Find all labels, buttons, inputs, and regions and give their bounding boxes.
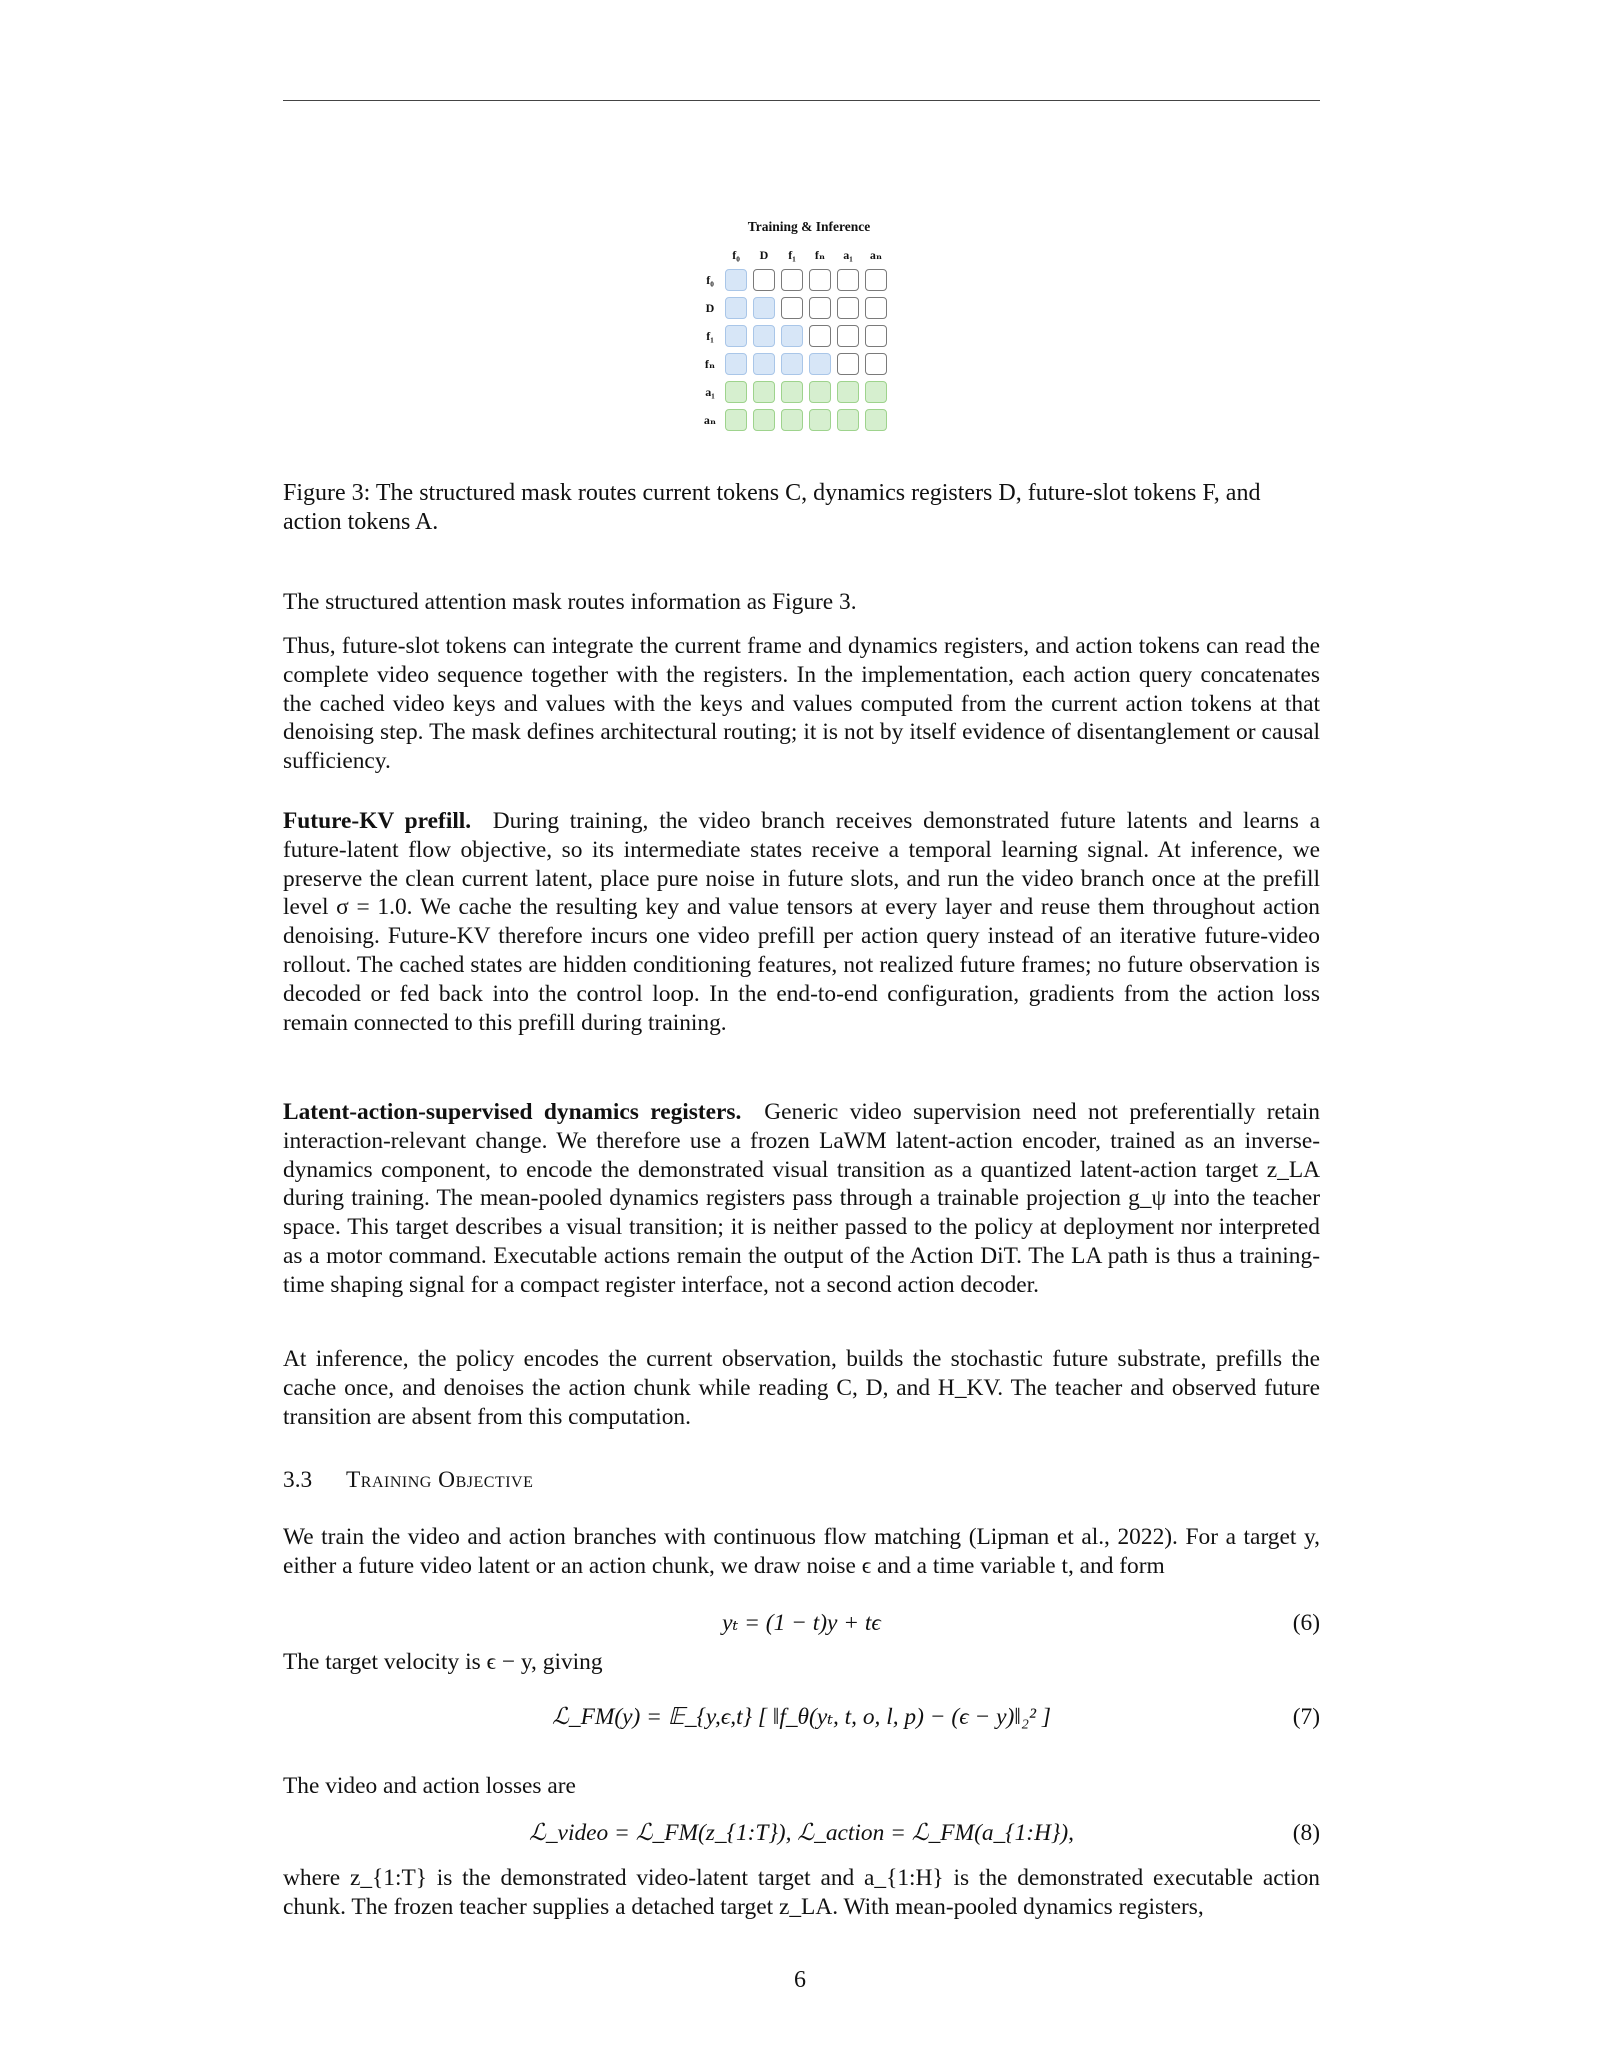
- mask-cell: [837, 381, 859, 403]
- mask-cell: [809, 353, 831, 375]
- mask-cell: [865, 353, 887, 375]
- mask-cell: [809, 325, 831, 347]
- mask-cell: [865, 381, 887, 403]
- equation-7-body: ℒ_FM(y) = 𝔼_{y,ϵ,t} [ ‖f_θ(yₜ, t, o, l, p) − (ϵ − y)‖₂² ]: [552, 1704, 1051, 1730]
- section-number: 3.3: [283, 1467, 313, 1493]
- mask-cell: [837, 409, 859, 431]
- paragraph-target-velocity: The target velocity is ϵ − y, giving: [283, 1649, 603, 1675]
- paragraph-title-future-kv: Future-KV prefill.: [283, 808, 472, 834]
- paragraph-future-kv: [283, 807, 1320, 1037]
- mask-cell: [753, 325, 775, 347]
- mask-cell: [725, 409, 747, 431]
- mask-cell: [753, 269, 775, 291]
- mask-cell: [781, 353, 803, 375]
- mask-cell: [725, 269, 747, 291]
- mask-row-label: fₙ: [704, 357, 716, 371]
- mask-row-label: f₁: [706, 329, 714, 343]
- equation-8-body: ℒ_video = ℒ_FM(z_{1:T}), ℒ_action = ℒ_FM(a_{1:H}),: [529, 1820, 1074, 1846]
- mask-row-label: aₙ: [703, 413, 717, 427]
- mask-cell: [809, 269, 831, 291]
- mask-cell: [865, 409, 887, 431]
- mask-cell: [725, 297, 747, 319]
- mask-cell: [781, 325, 803, 347]
- mask-cell: [809, 381, 831, 403]
- equation-8-number: (8): [1292, 1820, 1320, 1846]
- paragraph-inference: At inference, the policy encodes the current observation, builds the stochastic future substrate, prefills the cache once, and denoises the action chunk while reading C, D, and H_KV. The teacher and observed future transition are absent from this computation.: [283, 1346, 1320, 1430]
- mask-cell: [725, 381, 747, 403]
- equation-6-body: yₜ = (1 − t)y + tϵ: [722, 1610, 881, 1636]
- mask-cell: [865, 325, 887, 347]
- mask-column-label: f₁: [788, 248, 796, 262]
- mask-cell: [837, 353, 859, 375]
- paragraph-dynamics-registers: [283, 1098, 1320, 1300]
- mask-row-label: D: [705, 301, 715, 315]
- paragraph-losses: The video and action losses are: [283, 1773, 576, 1799]
- mask-cell: [809, 409, 831, 431]
- mask-cell: [781, 269, 803, 291]
- mask-cell: [837, 297, 859, 319]
- mask-column-label: D: [759, 248, 769, 262]
- figure-caption: Figure 3: The structured mask routes current tokens C, dynamics registers D, future-slot tokens F, and action tokens A.: [283, 480, 1261, 535]
- section-title: Training Objective: [346, 1467, 534, 1493]
- mask-cell: [809, 297, 831, 319]
- attention-mask-figure: [700, 215, 900, 455]
- mask-cell: [725, 353, 747, 375]
- mask-cell: [781, 381, 803, 403]
- mask-cell: [865, 269, 887, 291]
- mask-cell: [865, 297, 887, 319]
- mask-row-label: f₀: [706, 273, 714, 287]
- mask-cell: [781, 409, 803, 431]
- paragraph-body-dynamics-registers: Generic video supervision need not preferentially retain interaction-relevant change. We therefore use a frozen LaWM latent-action encoder, trained as an inverse-dynamics component, to encode the demonstrated visual transition as a quantized latent-action target z_LA during training. The mean-pooled dynamics registers pass through a trainable projection g_ψ into the teacher space. This target describes a visual transition; it is neither passed to the policy at deployment nor interpreted as a motor command. Executable actions remain the output of the Action DiT. The LA path is thus a training-time shaping signal for a compact register interface, not a second action decoder.: [283, 1099, 1320, 1298]
- equation-7-number: (7): [1292, 1704, 1320, 1730]
- paragraph-where: where z_{1:T} is the demonstrated video-latent target and a_{1:H} is the demonstrated executable action chunk. The frozen teacher supplies a detached target z_LA. With mean-pooled dynamics registers,: [283, 1865, 1320, 1920]
- mask-cell: [753, 409, 775, 431]
- paragraph-flow-matching: We train the video and action branches with continuous flow matching (Lipman et al., 2022). For a target y, either a future video latent or an action chunk, we draw noise ϵ and a time variable t, and form: [283, 1524, 1320, 1579]
- mask-column-label: fₙ: [814, 248, 826, 262]
- mask-cell: [781, 297, 803, 319]
- mask-cell: [753, 353, 775, 375]
- paragraph-body-future-kv: During training, the video branch receives demonstrated future latents and learns a future-latent flow objective, so its intermediate states receive a temporal learning signal. At inference, we preserve the clean current latent, place pure noise in future slots, and run the video branch once at the prefill level σ = 1.0. We cache the resulting key and value tensors at every layer and reuse them throughout action denoising. Future-KV therefore incurs one video prefill per action query instead of an iterative future-video rollout. The cached states are hidden conditioning features, not realized future frames; no future observation is decoded or fed back into the control loop. In the end-to-end configuration, gradients from the action loss remain connected to this prefill during training.: [283, 808, 1320, 1036]
- mask-cell: [725, 325, 747, 347]
- paragraph-mask-routing: The structured attention mask routes information as Figure 3.: [283, 589, 857, 615]
- section-heading: [283, 1466, 533, 1495]
- equation-6-number: (6): [1292, 1610, 1320, 1636]
- paragraph-future-slot: Thus, future-slot tokens can integrate the current frame and dynamics registers, and action tokens can read the complete video sequence together with the registers. In the implementation, each action query concatenates the cached video keys and values with the keys and values computed from the current action tokens at that denoising step. The mask defines architectural routing; it is not by itself evidence of disentanglement or causal sufficiency.: [283, 633, 1320, 775]
- mask-row-label: a₁: [705, 385, 715, 399]
- mask-column-label: a₁: [843, 248, 853, 262]
- mask-cell: [753, 381, 775, 403]
- mask-cell: [837, 269, 859, 291]
- paragraph-title-dynamics-registers: Latent-action-supervised dynamics registers.: [283, 1099, 742, 1125]
- mask-column-label: f₀: [732, 248, 740, 262]
- mask-cell: [753, 297, 775, 319]
- header-rule: [283, 100, 1320, 101]
- figure-title: Training & Inference: [747, 219, 871, 234]
- mask-column-label: aₙ: [869, 248, 883, 262]
- page-number: 6: [794, 1967, 806, 1993]
- mask-cell: [837, 325, 859, 347]
